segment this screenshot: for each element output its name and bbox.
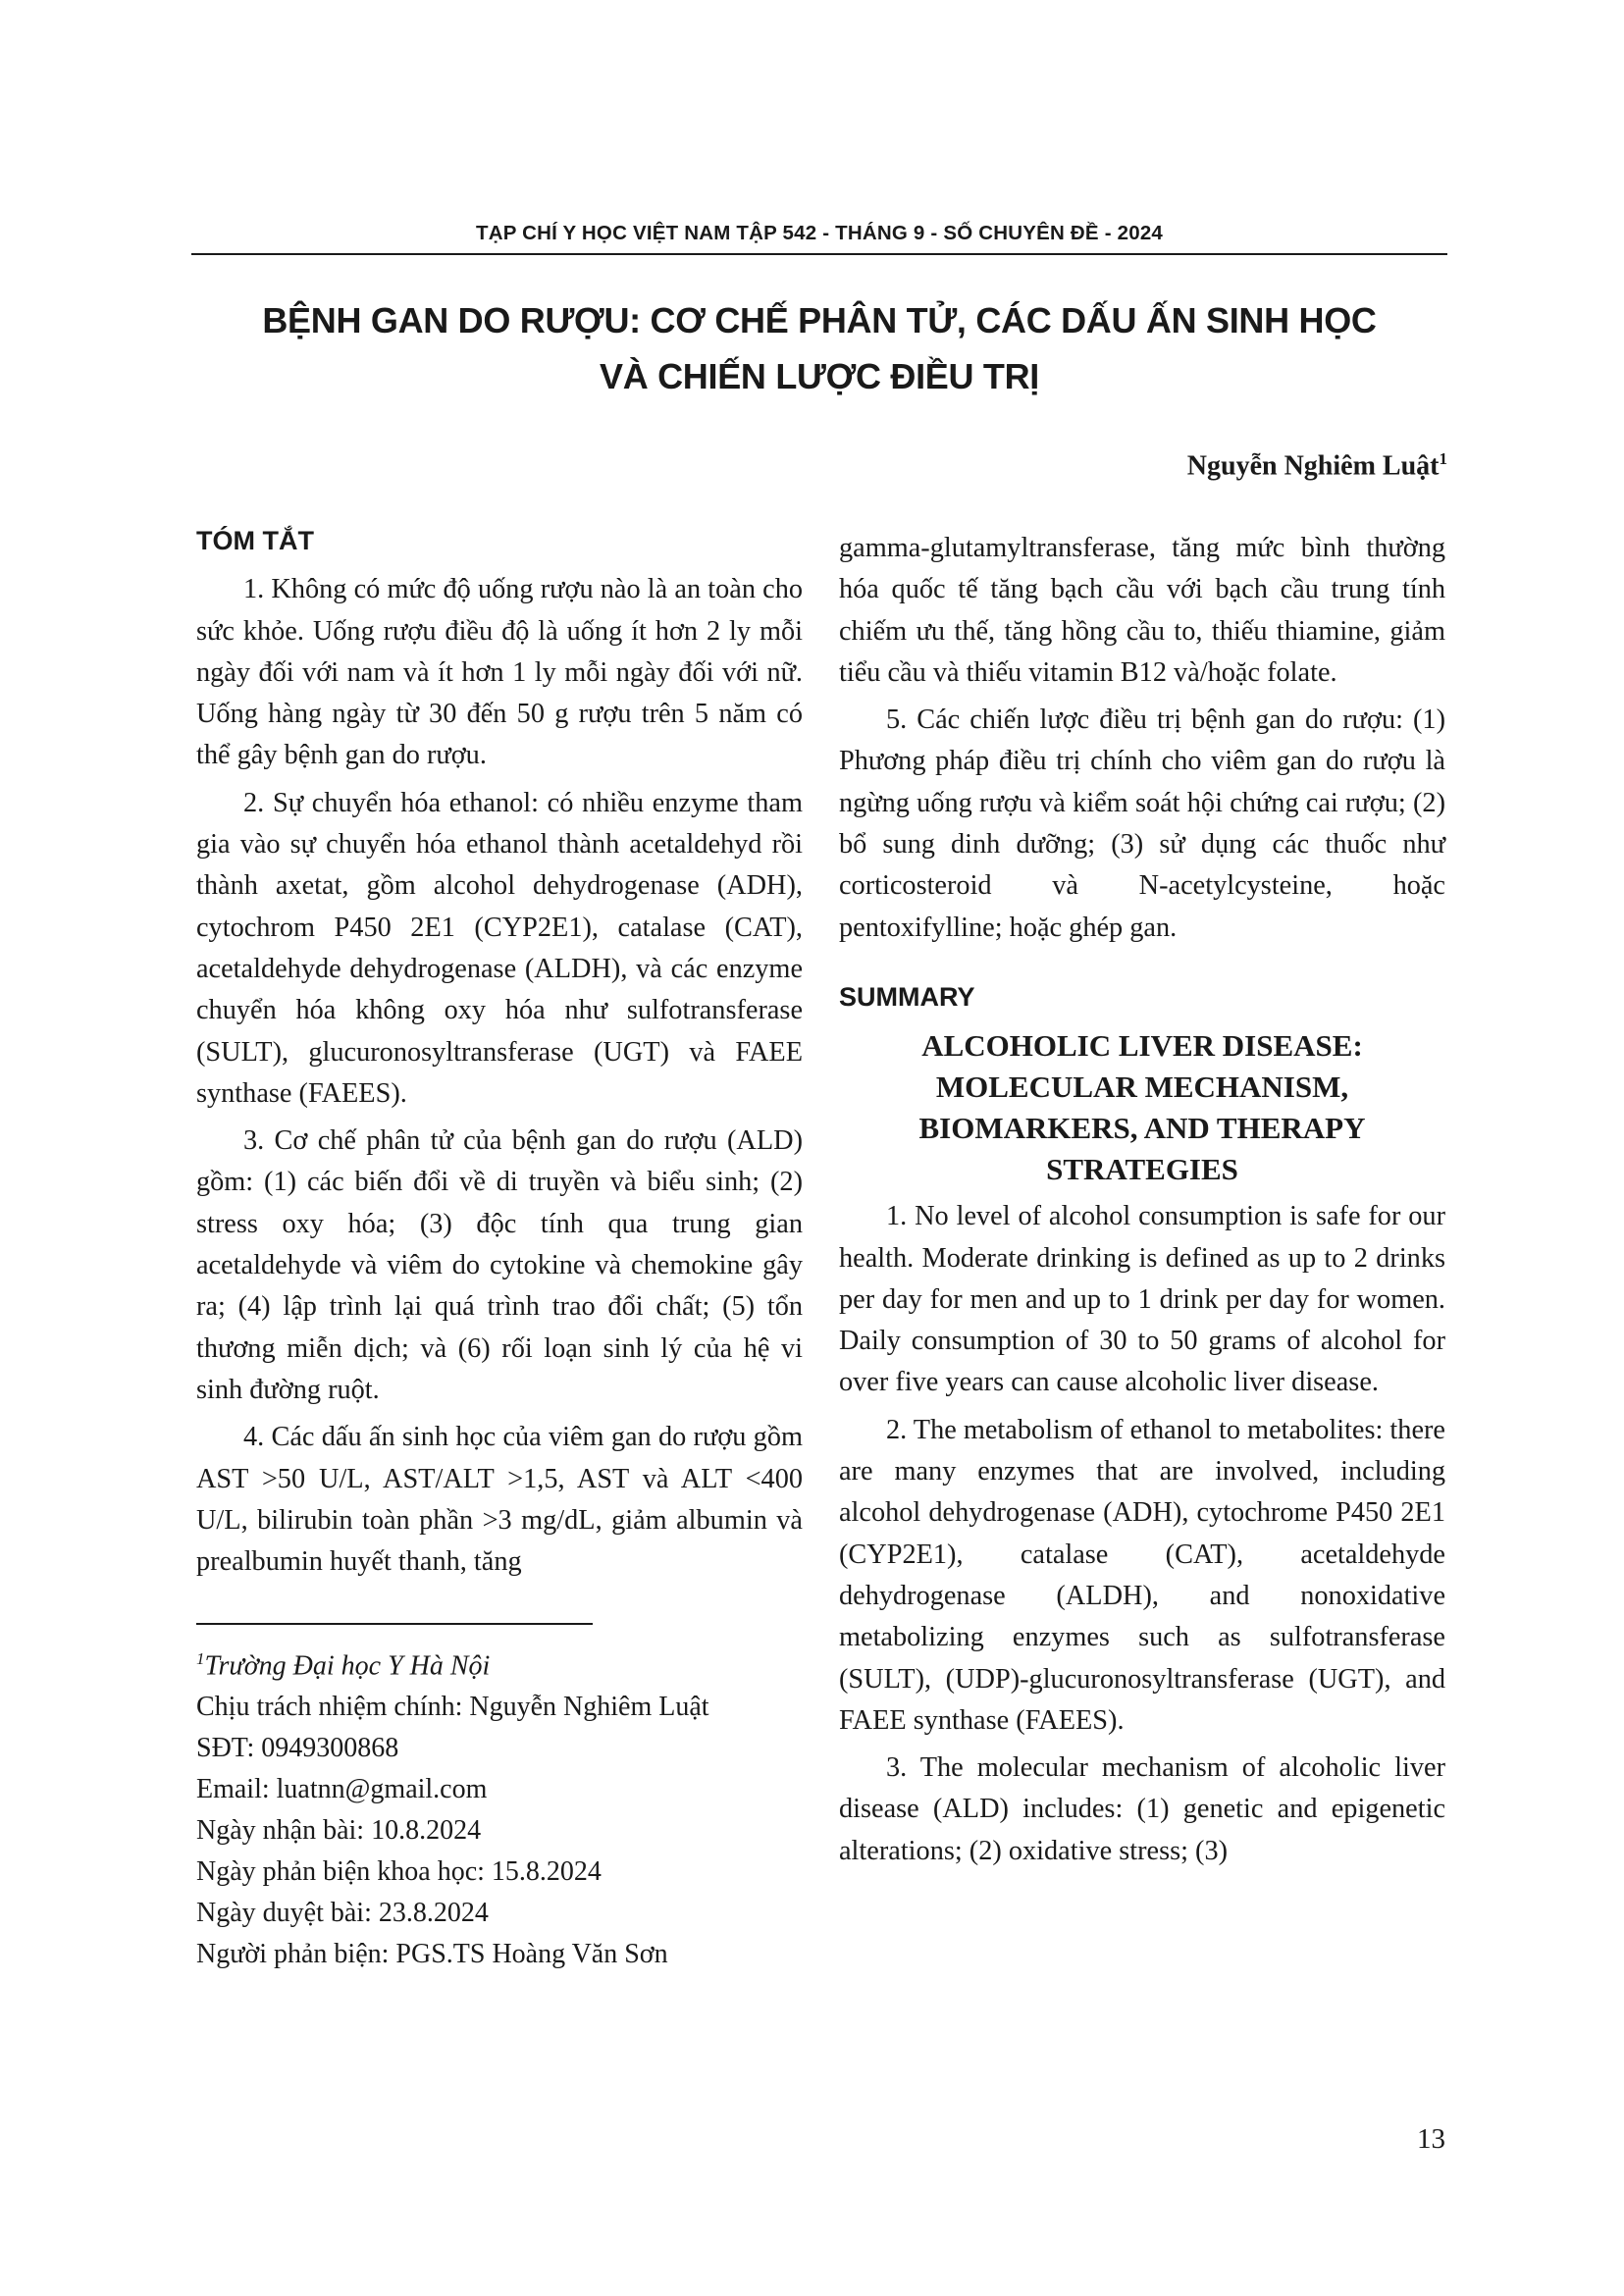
author bbox=[1187, 449, 1447, 482]
summary-en-paragraph-1: 1. No level of alcohol consumption is safe for our health. Moderate drinking is defined as up to 2 drinks per day for men and up to 1 drink per day for women. Daily consumption of 30 to 50 grams of alcohol for over five years can cause alcoholic liver disease. bbox=[839, 1201, 1445, 1398]
running-header: TẠP CHÍ Y HỌC VIỆT NAM TẬP 542 - THÁNG 9 - SỐ CHUYÊN ĐỀ - 2024 bbox=[475, 222, 1164, 244]
summary-vi-paragraph-5: 5. Các chiến lược điều trị bệnh gan do rượu: (1) Phương pháp điều trị chính cho viêm gan do rượu là ngừng uống rượu và kiểm soát hội chứng cai rượu; (2) bổ sung dinh dưỡng; (3) sử dụng các thuốc như corticosteroid và N-acetylcysteine, hoặc pentoxifylline; hoặc ghép gan. bbox=[839, 704, 1445, 943]
summary-vi-paragraph-1: 1. Không có mức độ uống rượu nào là an toàn cho sức khỏe. Uống rượu điều độ là uống ít hơn 2 ly mỗi ngày đối với nam và ít hơn 1 ly mỗi ngày đối với nữ. Uống hàng ngày từ 30 đến 50 g rượu trên 5 năm có thể gây bệnh gan do rượu. bbox=[196, 574, 803, 771]
summary-vi-paragraph-3: 3. Cơ chế phân tử của bệnh gan do rượu (ALD) gồm: (1) các biến đổi về di truyền và biểu sinh; (2) stress oxy hóa; (3) độc tính qua trung gian acetaldehyde và viêm do cytokine và chemokine gây ra; (4) lập trình lại quá trình trao đổi chất; (5) tổn thương miễn dịch; và (6) rối loạn sinh lý của hệ vi sinh đường ruột. bbox=[196, 1125, 803, 1405]
footnote-responsible: Chịu trách nhiệm chính: Nguyễn Nghiêm Luật bbox=[196, 1692, 709, 1723]
footnote-affiliation-mark: 1 bbox=[196, 1649, 205, 1668]
author-affiliation-mark: 1 bbox=[1439, 449, 1447, 468]
footnote-accepted: Ngày duyệt bài: 23.8.2024 bbox=[196, 1898, 489, 1929]
footnote-reviewer: Người phản biện: PGS.TS Hoàng Văn Sơn bbox=[196, 1939, 668, 1970]
summary-en-title-line-3: BIOMARKERS, AND THERAPY bbox=[918, 1111, 1366, 1146]
summary-en-title-line-4: STRATEGIES bbox=[1046, 1152, 1238, 1187]
footnote-rule bbox=[196, 1623, 593, 1625]
footnote-affiliation-text: Trường Đại học Y Hà Nội bbox=[204, 1650, 491, 1682]
footnotes bbox=[196, 1639, 824, 1975]
header-rule bbox=[191, 253, 1447, 255]
footnote-phone: SĐT: 0949300868 bbox=[196, 1733, 399, 1764]
summary-en-title-line-1: ALCOHOLIC LIVER DISEASE: bbox=[921, 1028, 1363, 1064]
summary-en-title-line-2: MOLECULAR MECHANISM, bbox=[935, 1070, 1349, 1105]
footnote-reviewed: Ngày phản biện khoa học: 15.8.2024 bbox=[196, 1856, 602, 1888]
summary-vi-heading: TÓM TẮT bbox=[196, 526, 314, 555]
summary-en-paragraph-2: 2. The metabolism of ethanol to metabolites: there are many enzymes that are involved, including alcohol dehydrogenase (ADH), cytochrome P450 2E1 (CYP2E1), catalase (CAT), acetaldehyde dehydrogenase (ALDH), and nonoxidative metabolizing enzymes such as sulfotransferase (SULT), (UDP)-glucuronosyltransferase (UGT), and FAEE synthase (FAEES). bbox=[839, 1414, 1445, 1736]
summary-en-heading: SUMMARY bbox=[839, 981, 975, 1012]
summary-en-paragraph-3: 3. The molecular mechanism of alcoholic liver disease (ALD) includes: (1) genetic and epigenetic alterations; (2) oxidative stress; (3) bbox=[839, 1752, 1445, 1866]
summary-vi-continuation: gamma-glutamyltransferase, tăng mức bình thường hóa quốc tế tăng bạch cầu với bạch cầu trung tính chiếm ưu thế, tăng hồng cầu to, thiếu thiamine, giảm tiểu cầu và thiếu vitamin B12 và/hoặc folate. bbox=[839, 533, 1445, 688]
title-line-2: VÀ CHIẾN LƯỢC ĐIỀU TRỊ bbox=[600, 356, 1039, 396]
summary-vi-paragraph-2: 2. Sự chuyển hóa ethanol: có nhiều enzyme tham gia vào sự chuyển hóa ethanol thành acetaldehyd rồi thành axetat, gồm alcohol dehydrogenase (ADH), cytochrom P450 2E1 (CYP2E1), catalase (CAT), acetaldehyde dehydrogenase (ALDH), và các enzyme chuyển hóa không oxy hóa như sulfotransferase (SULT), glucuronosyltransferase (UGT) và FAEE synthase (FAEES). bbox=[196, 787, 803, 1109]
article-title bbox=[191, 292, 1447, 404]
right-column bbox=[839, 528, 1445, 1878]
footnote-received: Ngày nhận bài: 10.8.2024 bbox=[196, 1815, 482, 1847]
page-number: 13 bbox=[1417, 2123, 1445, 2155]
footnote-affiliation bbox=[196, 1639, 824, 1687]
footnote-email: Email: luatnn@gmail.com bbox=[196, 1774, 488, 1805]
summary-en-title bbox=[839, 1025, 1445, 1190]
left-column bbox=[196, 520, 803, 1589]
summary-vi-paragraph-4: 4. Các dấu ấn sinh học của viêm gan do rượu gồm AST >50 U/L, AST/ALT >1,5, AST và ALT <400 U/L, bilirubin toàn phần >3 mg/dL, giảm albumin và prealbumin huyết thanh, tăng bbox=[196, 1422, 803, 1578]
title-line-1: BỆNH GAN DO RƯỢU: CƠ CHẾ PHÂN TỬ, CÁC DẤU ẤN SINH HỌC bbox=[262, 300, 1377, 340]
author-name: Nguyễn Nghiêm Luật bbox=[1186, 450, 1440, 482]
